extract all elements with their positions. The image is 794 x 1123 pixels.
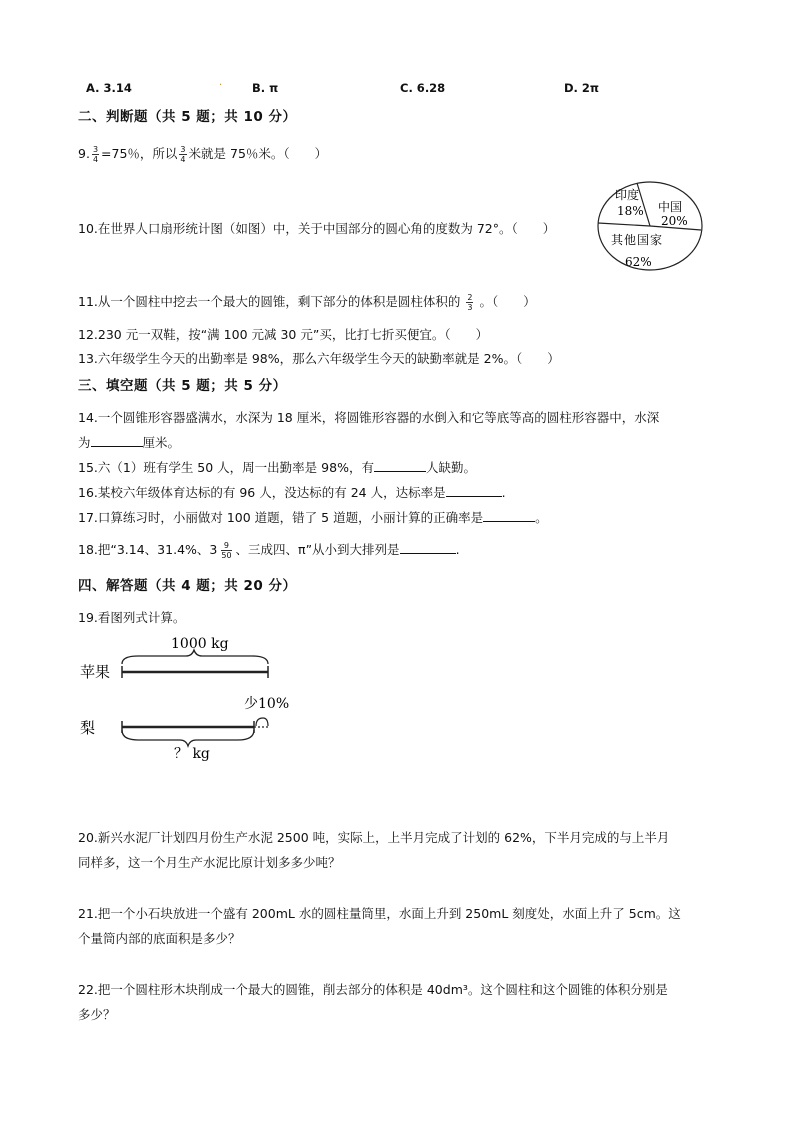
pie-divider-left	[598, 223, 650, 226]
question-22-line-2: 多少？	[78, 1007, 116, 1022]
question-21-line-1: 21.把一个小石块放进一个盛有 200mL 水的圆柱量筒里，水面上升到 250mL 刻度处，水面上升了 5cm。这	[78, 906, 681, 921]
q18-fraction: $\frac{9}{50}$	[221, 541, 232, 560]
diagram-top-label: 1000 kg	[171, 636, 229, 652]
section-fill-title: 三、填空题（共 5 题；共 5 分）	[78, 378, 287, 394]
question-11	[78, 292, 536, 312]
q11-text-2: 。（ ）	[479, 294, 536, 309]
option-c: C. 6.28	[400, 81, 446, 95]
q14-prefix: 为	[78, 435, 91, 450]
pie-label-china-pct: 20%	[661, 214, 688, 228]
question-16	[78, 483, 506, 501]
top-brace	[122, 650, 268, 664]
question-13: 13.六年级学生今天的出勤率是 98%，那么六年级学生今天的缺勤率就是 2%。（ ）	[78, 351, 560, 366]
less-brace	[256, 718, 268, 726]
q9-fraction-1: $\frac{3}{4}$	[92, 145, 99, 164]
question-18	[78, 540, 460, 560]
q9-text-1: =75％，所以	[101, 146, 178, 161]
bottom-brace	[122, 730, 254, 746]
q9-number: 9.	[78, 146, 90, 161]
line-segment-diagram	[78, 630, 308, 765]
pie-label-china: 中国	[658, 200, 683, 214]
diagram-bottom-label: ？ kg	[174, 746, 210, 762]
diagram-apple-label: 苹果	[80, 663, 111, 681]
question-9	[78, 144, 327, 164]
q18-middle: 、三成四、π”从小到大排列是	[235, 542, 400, 557]
population-pie-chart	[595, 180, 705, 272]
question-20-line-2: 同样多，这一个月生产水泥比原计划多多少吨？	[78, 855, 341, 870]
question-20-line-1: 20.新兴水泥厂计划四月份生产水泥 2500 吨，实际上，上半月完成了计划的 62%，下半月完成的与上半月	[78, 830, 670, 845]
diagram-less-label: 少10%	[244, 696, 290, 712]
q15-suffix: 人缺勤。	[425, 460, 476, 475]
option-b: B. π	[252, 81, 279, 95]
question-12: 12.230 元一双鞋，按“满 100 元减 30 元”买，比打七折买便宜。（ ）	[78, 327, 489, 342]
section-judge-title: 二、判断题（共 5 题；共 10 分）	[78, 109, 297, 125]
question-14-line-1: 14.一个圆锥形容器盛满水，水深为 18 厘米，将圆锥形容器的水倒入和它等底等高的圆柱形容器中，水深	[78, 410, 660, 425]
q11-fraction: $\frac{2}{3}$	[467, 293, 473, 312]
option-a: A. 3.14	[86, 81, 132, 95]
q17-suffix: 。	[535, 510, 548, 525]
question-19: 19.看图列式计算。	[78, 610, 186, 625]
diagram-pear-label: 梨	[80, 719, 96, 737]
q15-prefix: 15.六（1）班有学生 50 人，周一出勤率是 98%，有	[78, 460, 374, 475]
q18-prefix: 18.把“3.14、31.4%、3	[78, 542, 218, 557]
q15-answer-blank[interactable]	[374, 459, 426, 472]
q14-answer-blank[interactable]	[91, 434, 143, 447]
q14-suffix: 厘米。	[142, 435, 181, 450]
q9-text-2: 米就是 75％米。（ ）	[188, 146, 328, 161]
question-10: 10.在世界人口扇形统计图（如图）中，关于中国部分的圆心角的度数为 72°。（ ）	[78, 221, 556, 236]
question-15	[78, 458, 476, 476]
pie-label-other: 其他国家	[611, 233, 664, 247]
question-14-line-2	[78, 433, 180, 451]
q16-answer-blank[interactable]	[446, 484, 502, 497]
pie-label-other-pct: 62%	[625, 255, 652, 269]
question-21-line-2: 个量筒内部的底面积是多少？	[78, 931, 241, 946]
q11-text-1: 11.从一个圆柱中挖去一个最大的圆锥，剩下部分的体积是圆柱体积的	[78, 294, 461, 309]
dot-mark: ·	[219, 80, 223, 91]
q18-suffix: .	[455, 542, 460, 557]
option-d: D. 2π	[564, 81, 600, 95]
pie-label-india-pct: 18%	[617, 204, 644, 218]
q16-prefix: 16.某校六年级体育达标的有 96 人，没达标的有 24 人，达标率是	[78, 485, 446, 500]
q18-answer-blank[interactable]	[400, 541, 456, 554]
question-17	[78, 508, 548, 526]
question-22-line-1: 22.把一个圆柱形木块削成一个最大的圆锥，削去部分的体积是 40dm³。这个圆柱和这个圆锥的体积分别是	[78, 982, 668, 997]
pie-label-india: 印度	[615, 188, 640, 202]
section-solve-title: 四、解答题（共 4 题；共 20 分）	[78, 578, 297, 594]
q9-fraction-2: $\frac{3}{4}$	[180, 145, 186, 164]
q16-suffix: .	[501, 485, 506, 500]
q17-answer-blank[interactable]	[483, 509, 535, 522]
q17-prefix: 17.口算练习时，小丽做对 100 道题，错了 5 道题，小丽计算的正确率是	[78, 510, 484, 525]
